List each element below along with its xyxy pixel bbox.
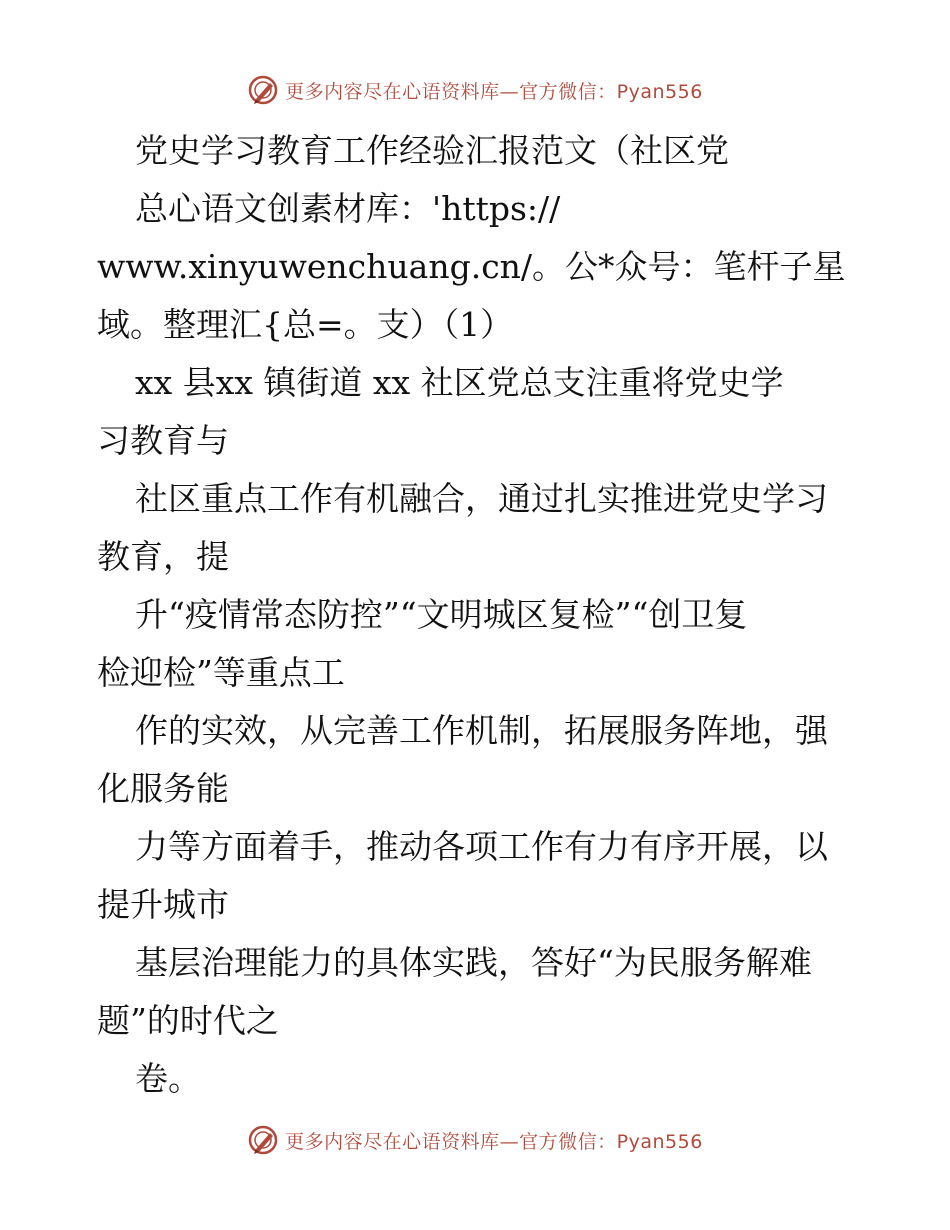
text-line: 化服务能	[97, 769, 229, 808]
text-line: www.xinyuwenchuang.cn/。公*众号：笔杆子星	[97, 247, 846, 286]
text-line: 基层治理能力的具体实践，答好“为民服务解难	[135, 943, 812, 982]
watermark-text: 更多内容尽在心语资料库—官方微信：Pyan556	[285, 1130, 703, 1153]
text-line: 卷。	[135, 1059, 201, 1098]
pen-logo-icon	[247, 74, 279, 106]
header-watermark	[0, 70, 950, 110]
watermark-text: 更多内容尽在心语资料库—官方微信：Pyan556	[285, 80, 703, 103]
text-line: xx 县xx 镇街道 xx 社区党总支注重将党史学	[135, 363, 784, 402]
text-line: 升“疫情常态防控”“文明城区复检”“创卫复	[135, 595, 748, 634]
text-line: 题”的时代之	[97, 1001, 279, 1040]
text-line: 党史学习教育工作经验汇报范文（社区党	[135, 131, 729, 170]
text-line: 社区重点工作有机融合，通过扎实推进党史学习	[135, 479, 828, 518]
text-line: 教育，提	[97, 537, 229, 576]
text-line: 力等方面着手，推动各项工作有力有序开展，以	[135, 827, 828, 866]
text-line: 习教育与	[97, 421, 229, 460]
text-line: 总心语文创素材库：'https://	[135, 189, 561, 228]
pen-logo-icon	[247, 1124, 279, 1156]
document-body	[97, 122, 857, 1108]
text-line: 作的实效，从完善工作机制，拓展服务阵地，强	[135, 711, 828, 750]
text-line: 提升城市	[97, 885, 229, 924]
text-line: 检迎检”等重点工	[97, 653, 345, 692]
text-line: 域。整理汇{总=。支）（1）	[97, 305, 514, 344]
footer-watermark	[0, 1120, 950, 1160]
